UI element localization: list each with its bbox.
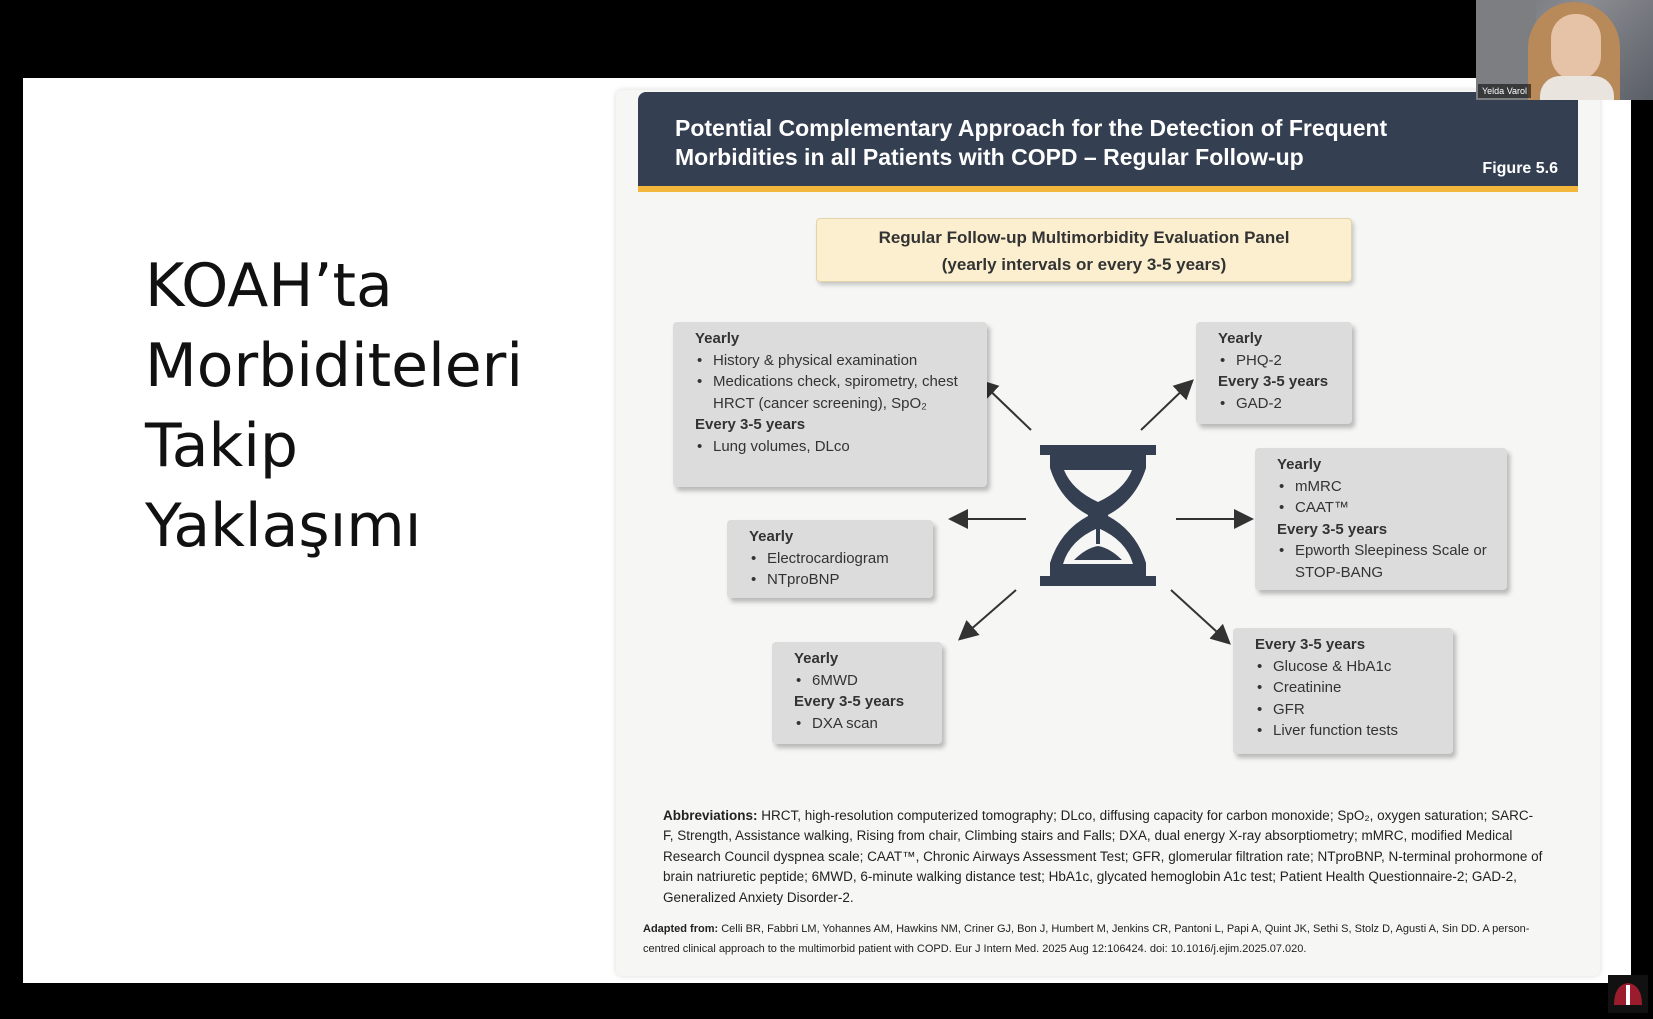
list-item: • Creatinine — [1255, 677, 1443, 699]
box-heading: Yearly — [695, 330, 740, 347]
list-item: • Glucose & HbA1c — [1255, 656, 1443, 678]
box-list — [1277, 540, 1497, 583]
box-heading: Every 3-5 years — [695, 416, 806, 433]
box-top-left — [673, 322, 987, 487]
hourglass-icon — [1040, 445, 1156, 586]
figure-image — [616, 90, 1600, 976]
list-item: • CAAT™ — [1277, 497, 1497, 519]
box-list — [1255, 656, 1443, 742]
society-logo-icon — [1608, 975, 1648, 1013]
list-item: • 6MWD — [794, 670, 932, 692]
box-list — [794, 670, 932, 692]
arrow-bottom-left — [961, 590, 1016, 638]
box-heading: Yearly — [794, 650, 839, 667]
list-item: • Medications check, spirometry, chest HRCT (cancer screening), SpO₂ — [695, 371, 977, 414]
participant-face — [1551, 14, 1601, 80]
panel-line2: (yearly intervals or every 3-5 years) — [941, 255, 1227, 274]
slide-title-line: Morbiditeleri — [145, 331, 524, 401]
box-list — [794, 713, 932, 735]
figure-number: Figure 5.6 — [1482, 160, 1558, 177]
box-heading: Every 3-5 years — [1277, 520, 1388, 538]
box-heading: Every 3-5 years — [1218, 373, 1329, 390]
box-heading: Every 3-5 years — [1255, 636, 1366, 653]
arrow-top-right — [1141, 382, 1191, 430]
participant-body — [1540, 76, 1614, 100]
box-mid-right — [1255, 448, 1507, 590]
arrow-bottom-right — [1171, 590, 1228, 642]
slide-title-line: Takip — [145, 411, 298, 481]
box-bottom-right — [1233, 628, 1453, 754]
adapted-label: Adapted from: — [643, 923, 719, 935]
list-item: • PHQ-2 — [1218, 350, 1342, 372]
list-item: • Electrocardiogram — [749, 548, 923, 570]
adapted-text: Celli BR, Fabbri LM, Yohannes AM, Hawkins NM, Criner GJ, Bon J, Humbert M, Jenkins CR, Pantoni L, Papi A, Quint JK, Sethi S, Stolz D, Agusti A, Sin DD. A person-centred clinical approach to the multimorbid patient with COPD. Eur J Intern Med. 2025 Aug 12:106424. doi: 10.1016/j.ejim.2025.07.020. — [643, 923, 1530, 955]
slide-title-line: KOAH’ta — [145, 251, 393, 321]
box-heading: Yearly — [1218, 330, 1263, 347]
list-item: • mMRC — [1277, 476, 1497, 498]
slide-title-line: Yaklaşımı — [145, 491, 422, 561]
box-list — [1218, 350, 1342, 372]
arrow-top-left — [981, 382, 1031, 430]
participant-name: Yelda Varol — [1478, 84, 1531, 98]
figure-title-line2: Morbidities in all Patients with COPD – Regular Follow-up — [675, 144, 1304, 170]
box-list — [695, 350, 977, 415]
participant-video-tile[interactable] — [1476, 0, 1653, 100]
list-item: • GFR — [1255, 699, 1443, 721]
box-top-right — [1196, 322, 1352, 424]
box-list — [1218, 393, 1342, 415]
list-item: • Lung volumes, DLco — [695, 436, 977, 458]
list-item: • GAD-2 — [1218, 393, 1342, 415]
abbreviations-label: Abbreviations: — [663, 808, 758, 823]
presentation-slide — [23, 78, 1631, 983]
box-bottom-left — [772, 642, 942, 744]
box-list — [1277, 476, 1497, 519]
box-mid-left — [727, 520, 933, 598]
abbreviations-text: HRCT, high-resolution computerized tomography; DLco, diffusing capacity for carbon monoxide; SpO₂, oxygen saturation; SARC-F, Strength, Assistance walking, Rising from chair, Climbing stairs and Falls; DXA, dual energy X-ray absorptiometry; mMRC, modified Medical Research Council dyspnea scale; CAAT™, Chronic Airways Assessment Test; GFR, glomerular filtration rate; NTproBNP, N-terminal prohormone of brain natriuretic peptide; 6MWD, 6-minute walking distance test; HbA1c, glycated hemoglobin A1c test; Patient Health Questionnaire-2; GAD-2, Generalized Anxiety Disorder-2. — [663, 808, 1543, 905]
list-item: • Liver function tests — [1255, 720, 1443, 742]
box-heading: Yearly — [749, 528, 794, 545]
list-item: • DXA scan — [794, 713, 932, 735]
list-item: • History & physical examination — [695, 350, 977, 372]
box-heading: Yearly — [1277, 456, 1322, 473]
box-list — [749, 548, 923, 591]
box-heading: Every 3-5 years — [794, 693, 905, 710]
box-list — [695, 436, 977, 458]
adapted-from — [643, 920, 1563, 959]
list-item: • NTproBNP — [749, 569, 923, 591]
abbreviations — [663, 806, 1543, 908]
slide-title — [145, 246, 615, 566]
figure-title-line1: Potential Complementary Approach for the Detection of Frequent — [675, 115, 1388, 141]
panel-line1: Regular Follow-up Multimorbidity Evaluation Panel — [878, 228, 1290, 247]
list-item: • Epworth Sleepiness Scale or STOP-BANG — [1277, 540, 1497, 583]
